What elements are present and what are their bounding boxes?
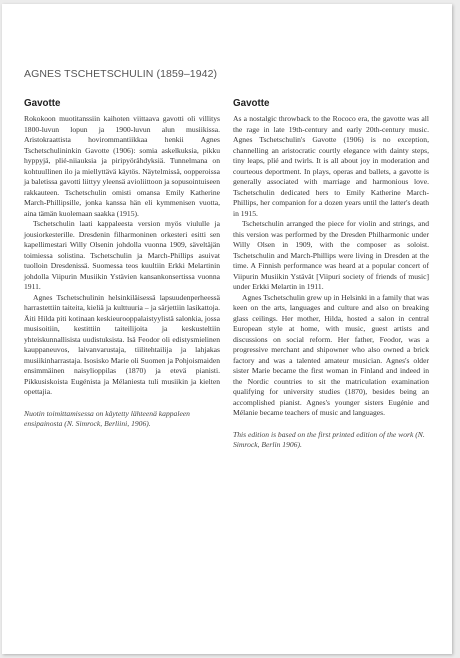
english-title: Gavotte xyxy=(233,98,270,109)
finnish-paragraph-3: Agnes Tschetschulinin helsinkiläisessä lapsuudenperheessä harrastettiin taiteita, kieliä ja kulttuuria – ja särjettiin lasikattoja. Äiti Hilda piti kotinaan keskieurooppalaistyylistä salonkia, jossa musisoitiin, kestittiin taiteilijoita ja keskusteltiin yhteiskunnallisista uudistuksista. Isä Feodor oli edistysmielinen kauppaneuvos, laivanvarustaja, tiilitehtailija ja lahjakas musiikinharrastaja. Isosisko Marie oli Suomen ja Pohjoismaiden ensimmäinen naisylioppilas (1870) ja etevä pianisti. Pikkusiskoista Eugénista ja Mélaniesta tuli musiikin ja kielten opettajia. xyxy=(24,292,220,396)
spacer xyxy=(24,398,220,409)
english-paragraph-2: Tschetschulin arranged the piece for violin and strings, and this version was performed by the Dresden Philharmonic under Willy Olsen in 1909, with the composer as soloist. Tschetschulin and March-Phillips were living in Dresden at the time. A Finnish performance was heard at a popular concert of Viipurin Musiikin Ystävät [Viipuri society of friends of music] under Erkki Melartin in 1911. xyxy=(233,219,429,291)
finnish-paragraph-1: Rokokoon muotitanssiin kaihoten viittaava gavotti oli villitys 1800-luvun lopun ja 1900-luvun alun musiikissa. Aristokraattista hovirommantiikkaa henkii Agnes Tschetschulininkin Gavotte (1906): somia askelkuksia, pikku hyppyjä, plié-niiauksia ja piripyörähdyksiä. Tunnelmana on kohtuullinen ilo ja miellyttävä käytös. Näytelmissä, oopperoissa ja baletissa gavotti liittyy yleensä avioliittoon ja sopusointuiseen rakkauteen. Tschetschulin omisti omansa Emily Katherine March-Phillipsille, jonka kanssa hän eli kymmenisen vuotta, aina tämän kuolemaan saakka (1915). xyxy=(24,114,220,218)
spacer xyxy=(233,419,429,430)
finnish-title: Gavotte xyxy=(24,98,61,109)
english-edition-note: This edition is based on the first printed edition of the work (N. Simrock, Berlin 1906). xyxy=(233,429,425,449)
english-paragraph-3: Agnes Tschetschulin grew up in Helsinki in a family that was keen on the arts, languages and culture and also on breaking glass ceilings. Her mother, Hilda, hosted a salon in central European style at home, with music, guest artists and discussions on social reform. Her father, Feodor, was a progressive merchant and shipowner who also owned a brick factory and was a talented amateur musician. Agnes's older sister Marie became the first woman in Finland and indeed in the Nordic countries to sit the matriculation examination qualifying for university studies (1870), besides being an accomplished pianist. Agnes's younger sisters Eugénie and Mélanie became teachers of music and languages. xyxy=(233,292,429,417)
finnish-edition-note: Nuotin toimittamisessa on käytetty lähteenä kappaleen ensipainosta (N. Simrock, Berliini, 1906). xyxy=(24,408,190,428)
english-column xyxy=(233,98,429,451)
finnish-column xyxy=(24,98,220,430)
composer-header: AGNES TSCHETSCHULIN (1859–1942) xyxy=(24,68,218,80)
finnish-paragraph-2: Tschetschulin laati kappaleesta version myös viululle ja jousiorkesterille. Dresdenin filharmoninen orkesteri esitti sen kapellimestari Willy Olsenin johdolla vuonna 1909, säveltäjän toimiessa solistina. Tschetschulin ja March-Phillips asuivat tuolloin Dresdenissä. Suomessa teos kuultiin Erkki Melartinin johdolla Viipurin Musiikin Ystävien kansankonsertissa vuonna 1911. xyxy=(24,219,220,291)
document-page xyxy=(2,4,452,654)
english-paragraph-1: As a nostalgic throwback to the Rococo era, the gavotte was all the rage in late 19th-century and early 20th-century music. Agnes Tschetschulin's Gavotte (1906) is no exception, channelling an aristocratic courtly elegance with dainty steps, tiny leaps, plié and twirls. It is all about joy in moderation and courteous deportment. In plays, operas and ballets, a gavotte is generally associated with marriage and harmonious love. Tschetschulin dedicated hers to Emily Katherine March-Phillips, her companion for a dozen years until the latter's death in 1915. xyxy=(233,114,429,218)
